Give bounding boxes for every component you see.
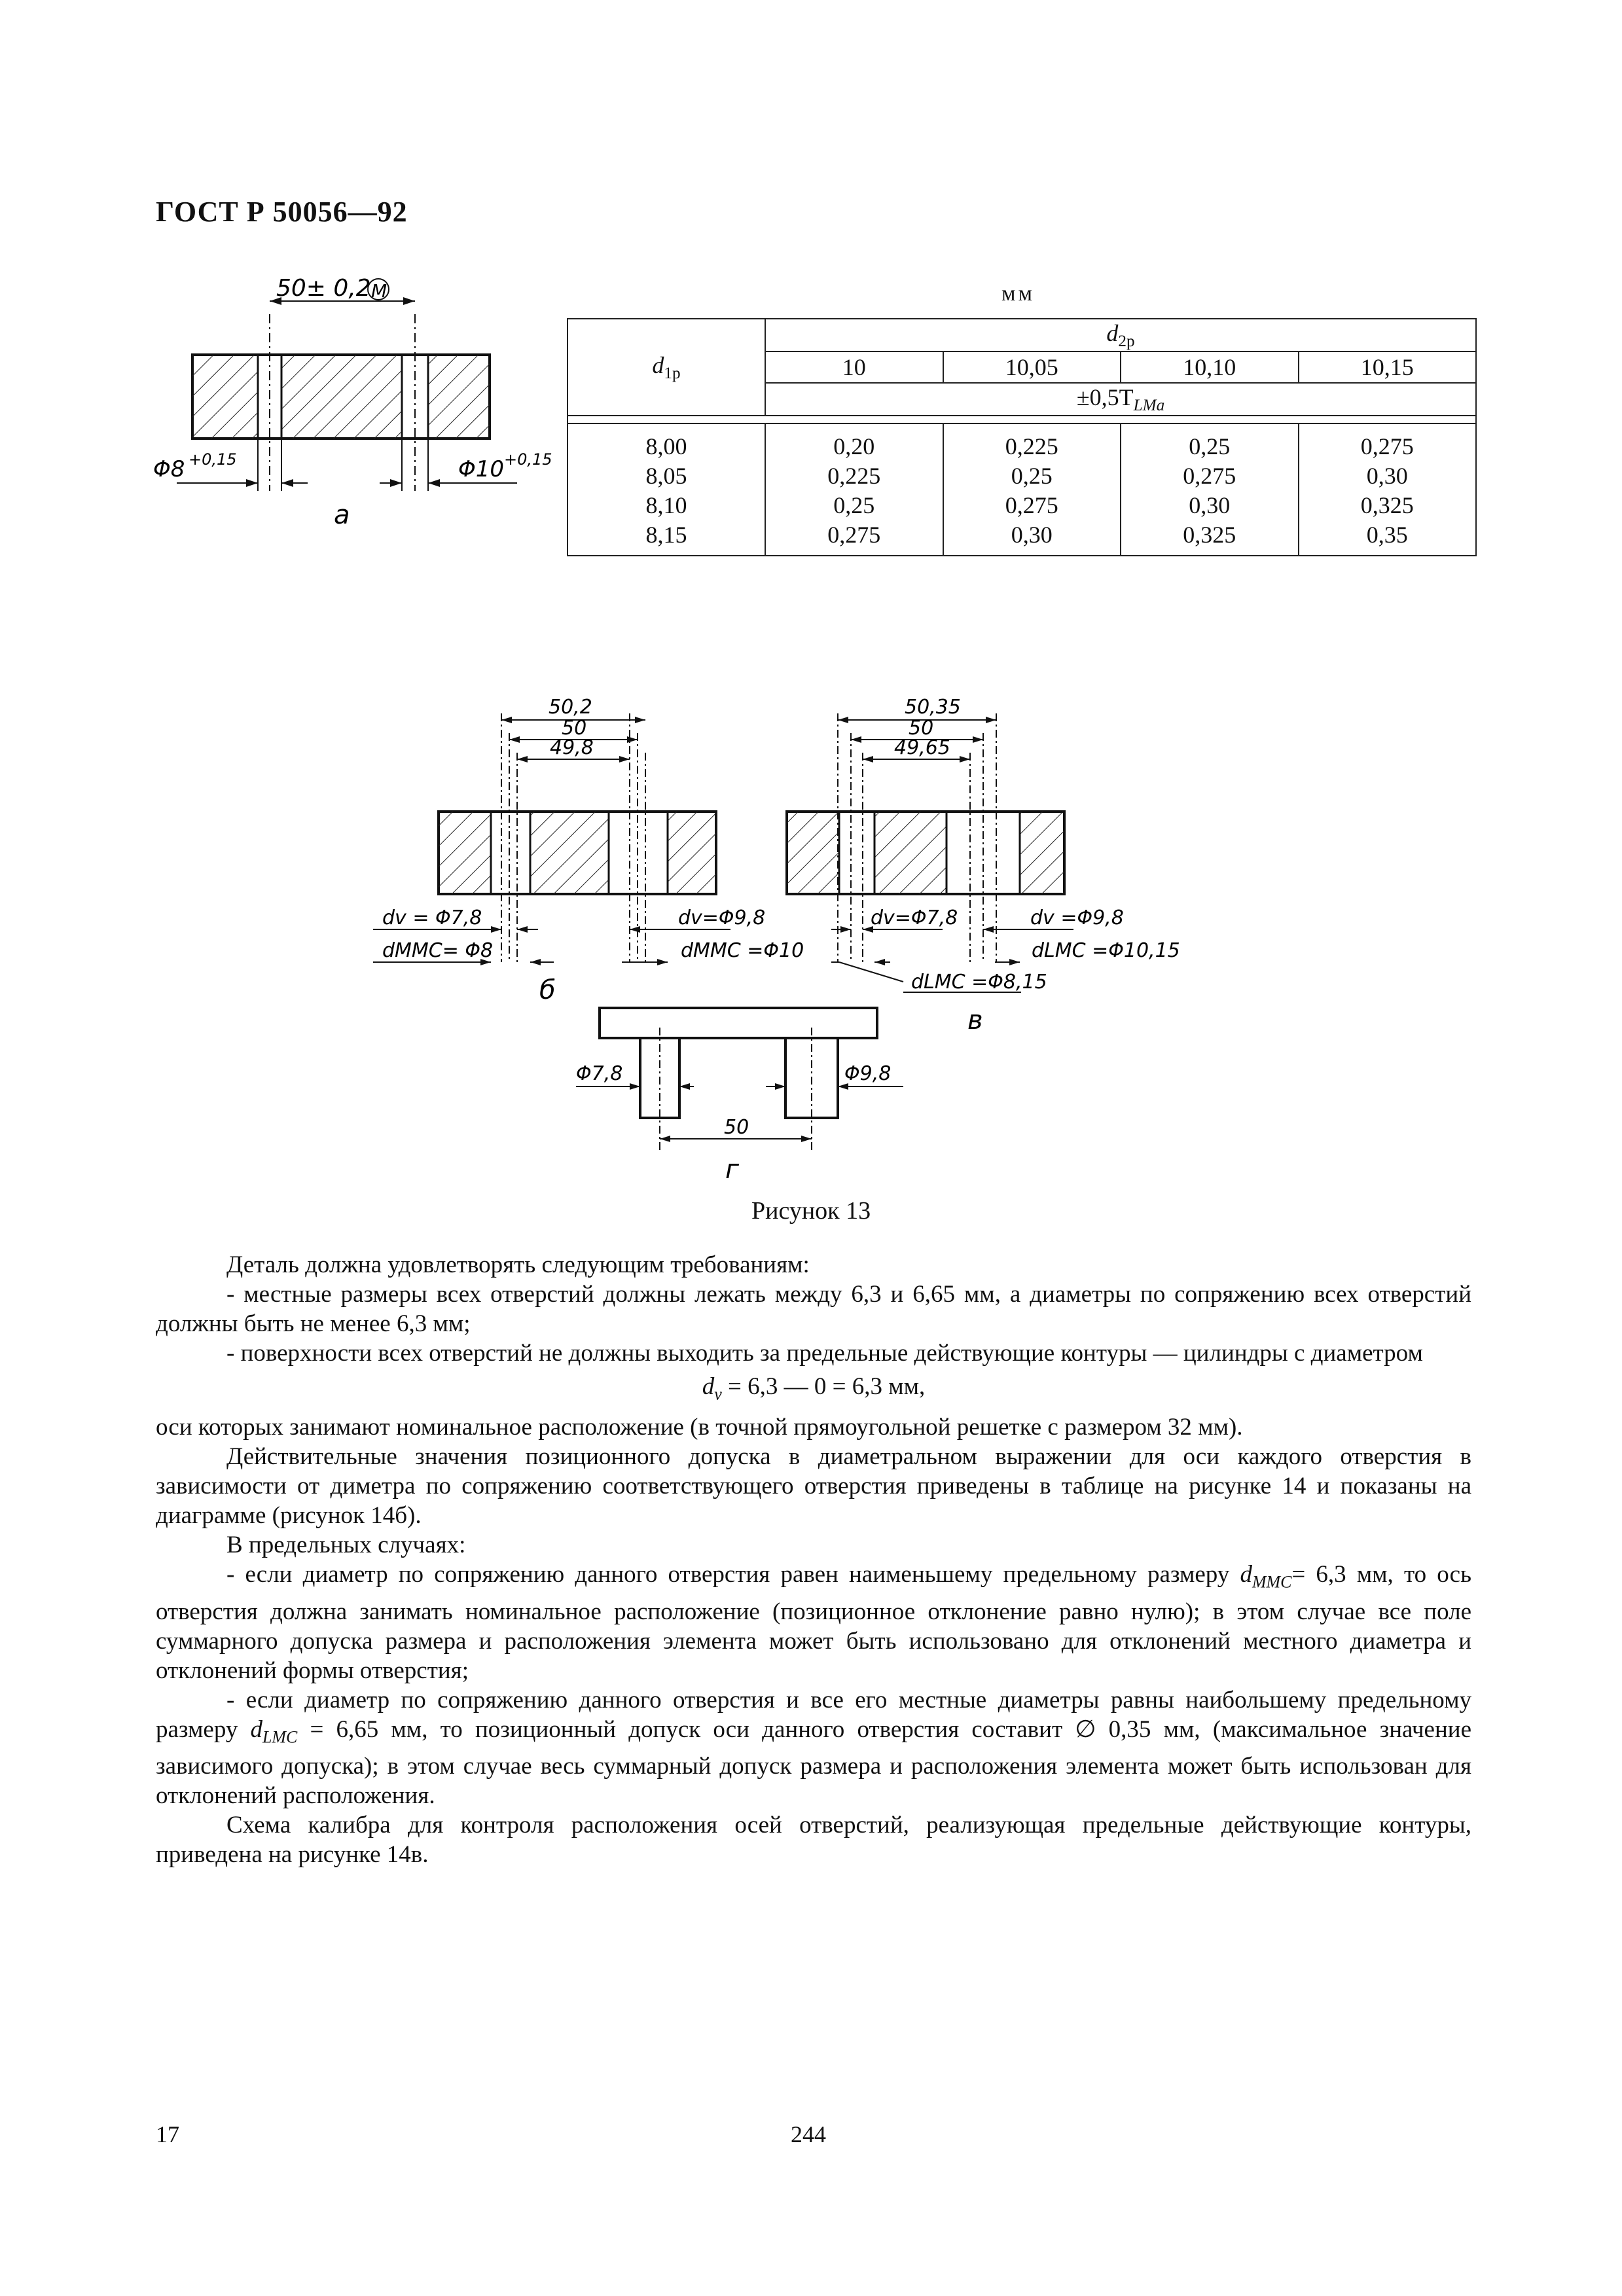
fig-g-right: Φ9,8 <box>844 1062 892 1085</box>
fig-g-left: Φ7,8 <box>576 1062 623 1085</box>
body-text <box>156 1250 1471 1869</box>
col-header: 10 <box>765 351 943 383</box>
figure-g-drawing <box>563 1001 929 1198</box>
col-header: 10,15 <box>1299 351 1477 383</box>
figure-v-drawing <box>759 687 1180 1054</box>
fig-b-r1: dv=Φ9,8 <box>678 906 766 929</box>
fig-b-r2: dMMC =Φ10 <box>681 939 804 962</box>
table-col-1: 0,20 0,225 0,25 0,275 <box>765 423 943 556</box>
paragraph: - поверхности всех отверстий не должны выходить за предельные действующие контуры — цилиндры с диаметром <box>226 1340 1423 1367</box>
fig-v-label: в <box>967 1005 983 1035</box>
fig-b-label: б <box>539 975 556 1005</box>
paragraph: Деталь должна удовлетворять следующим требованиям: <box>226 1251 810 1278</box>
fig-v-l1: dv=Φ7,8 <box>871 906 958 929</box>
paragraph: - если диаметр по сопряжению данного отверстия равен наименьшему предельному размеру $d_{MMC}= 6,3$ мм, то ось отверстия должна занимать номинальное расположение (позиционное отклонение равно нулю); в этом случае все поле суммарного допуска размера и расположения элемента может быть использовано для отклонений местного диаметра и отклонений формы отверстия; <box>156 1561 1471 1684</box>
fig-v-l2: dLMC =Φ8,15 <box>911 971 1047 994</box>
footer-left: 17 <box>156 2121 179 2147</box>
figure-a-drawing <box>151 275 556 537</box>
page-number: 244 <box>791 2121 826 2147</box>
table-col-4: 0,275 0,30 0,325 0,35 <box>1299 423 1477 556</box>
paragraph: Действительные значения позиционного допуска в диаметральном выражении для оси каждого отверстия в зависимости от диметра по сопряжению соответствующего отверстия приведены в таблице на рисунке 14 и показаны на диаграмме (рисунок 14б). <box>156 1443 1471 1530</box>
formula: $d_v = 6,3$ — 0 = 6,3 мм, <box>702 1373 926 1404</box>
fig-a-right-sup: +0,15 <box>504 450 552 469</box>
fig-g-label: г <box>725 1155 740 1185</box>
paragraph: - если диаметр по сопряжению данного отверстия и все его местные диаметры равны наибольшему предельному размеру $d_{LMC} = 6,65$ мм, то позиционный допуск оси данного отверстия составит ∅ 0,35 мм, (максимальное значение зависимого допуска); в этом случае весь суммарный допуск размера и расположения элемента может быть использован для отклонений расположения. <box>156 1686 1471 1810</box>
fig-b-d2: 50 <box>562 717 587 740</box>
fig-b-d3: 49,8 <box>550 736 594 759</box>
document-header: ГОСТ Р 50056—92 <box>156 196 408 228</box>
fig-v-r2: dLMC =Φ10,15 <box>1032 939 1180 962</box>
table-col-2: 0,225 0,25 0,275 0,30 <box>943 423 1121 556</box>
fig-a-mod: M <box>371 280 387 302</box>
fig-a-right-tol: Φ10 <box>458 456 505 482</box>
table-col-3: 0,25 0,275 0,30 0,325 <box>1121 423 1299 556</box>
row-header-cell: $d_{1р}$ <box>568 319 765 416</box>
fig-g-dim: 50 <box>724 1116 749 1139</box>
fig-a-left-sup: +0,15 <box>189 450 237 469</box>
col-header: 10,10 <box>1121 351 1299 383</box>
col-header: 10,05 <box>943 351 1121 383</box>
col-group-header: $d_{2р}$ <box>765 319 1476 351</box>
fig-v-d1: 50,35 <box>905 696 961 719</box>
paragraph: - местные размеры всех отверстий должны лежать между 6,3 и 6,65 мм, а диаметры по сопряжению всех отверстий должны быть не менее 6,3 мм; <box>156 1281 1471 1337</box>
fig-v-r1: dv =Φ9,8 <box>1030 906 1124 929</box>
paragraph: Схема калибра для контроля расположения осей отверстий, реализующая предельные действующие контуры, приведена на рисунке 14в. <box>156 1812 1471 1869</box>
fig-b-l2: dMMC= Φ8 <box>382 939 494 962</box>
figure-b-drawing <box>373 687 805 1028</box>
figure-caption: Рисунок 13 <box>751 1197 871 1225</box>
fig-b-d1: 50,2 <box>549 696 592 719</box>
tolerance-table <box>567 318 1477 556</box>
table-unit: мм <box>1001 281 1036 306</box>
fig-b-l1: dv = Φ7,8 <box>382 906 482 929</box>
fig-v-d2: 50 <box>909 717 934 740</box>
fig-a-label: а <box>334 500 350 530</box>
fig-a-top-dim: 50± 0,2 <box>276 275 371 302</box>
paragraph: В предельных случаях: <box>226 1532 466 1559</box>
sub-header: $\pm 0,5T_{LMa}$ <box>765 383 1476 416</box>
fig-v-d3: 49,65 <box>894 736 950 759</box>
fig-a-left-tol: Φ8 <box>153 456 185 482</box>
table-col-d1: 8,00 8,05 8,10 8,15 <box>568 423 765 556</box>
paragraph: оси которых занимают номинальное расположение (в точной прямоугольной решетке с размером 32 мм). <box>156 1414 1243 1441</box>
